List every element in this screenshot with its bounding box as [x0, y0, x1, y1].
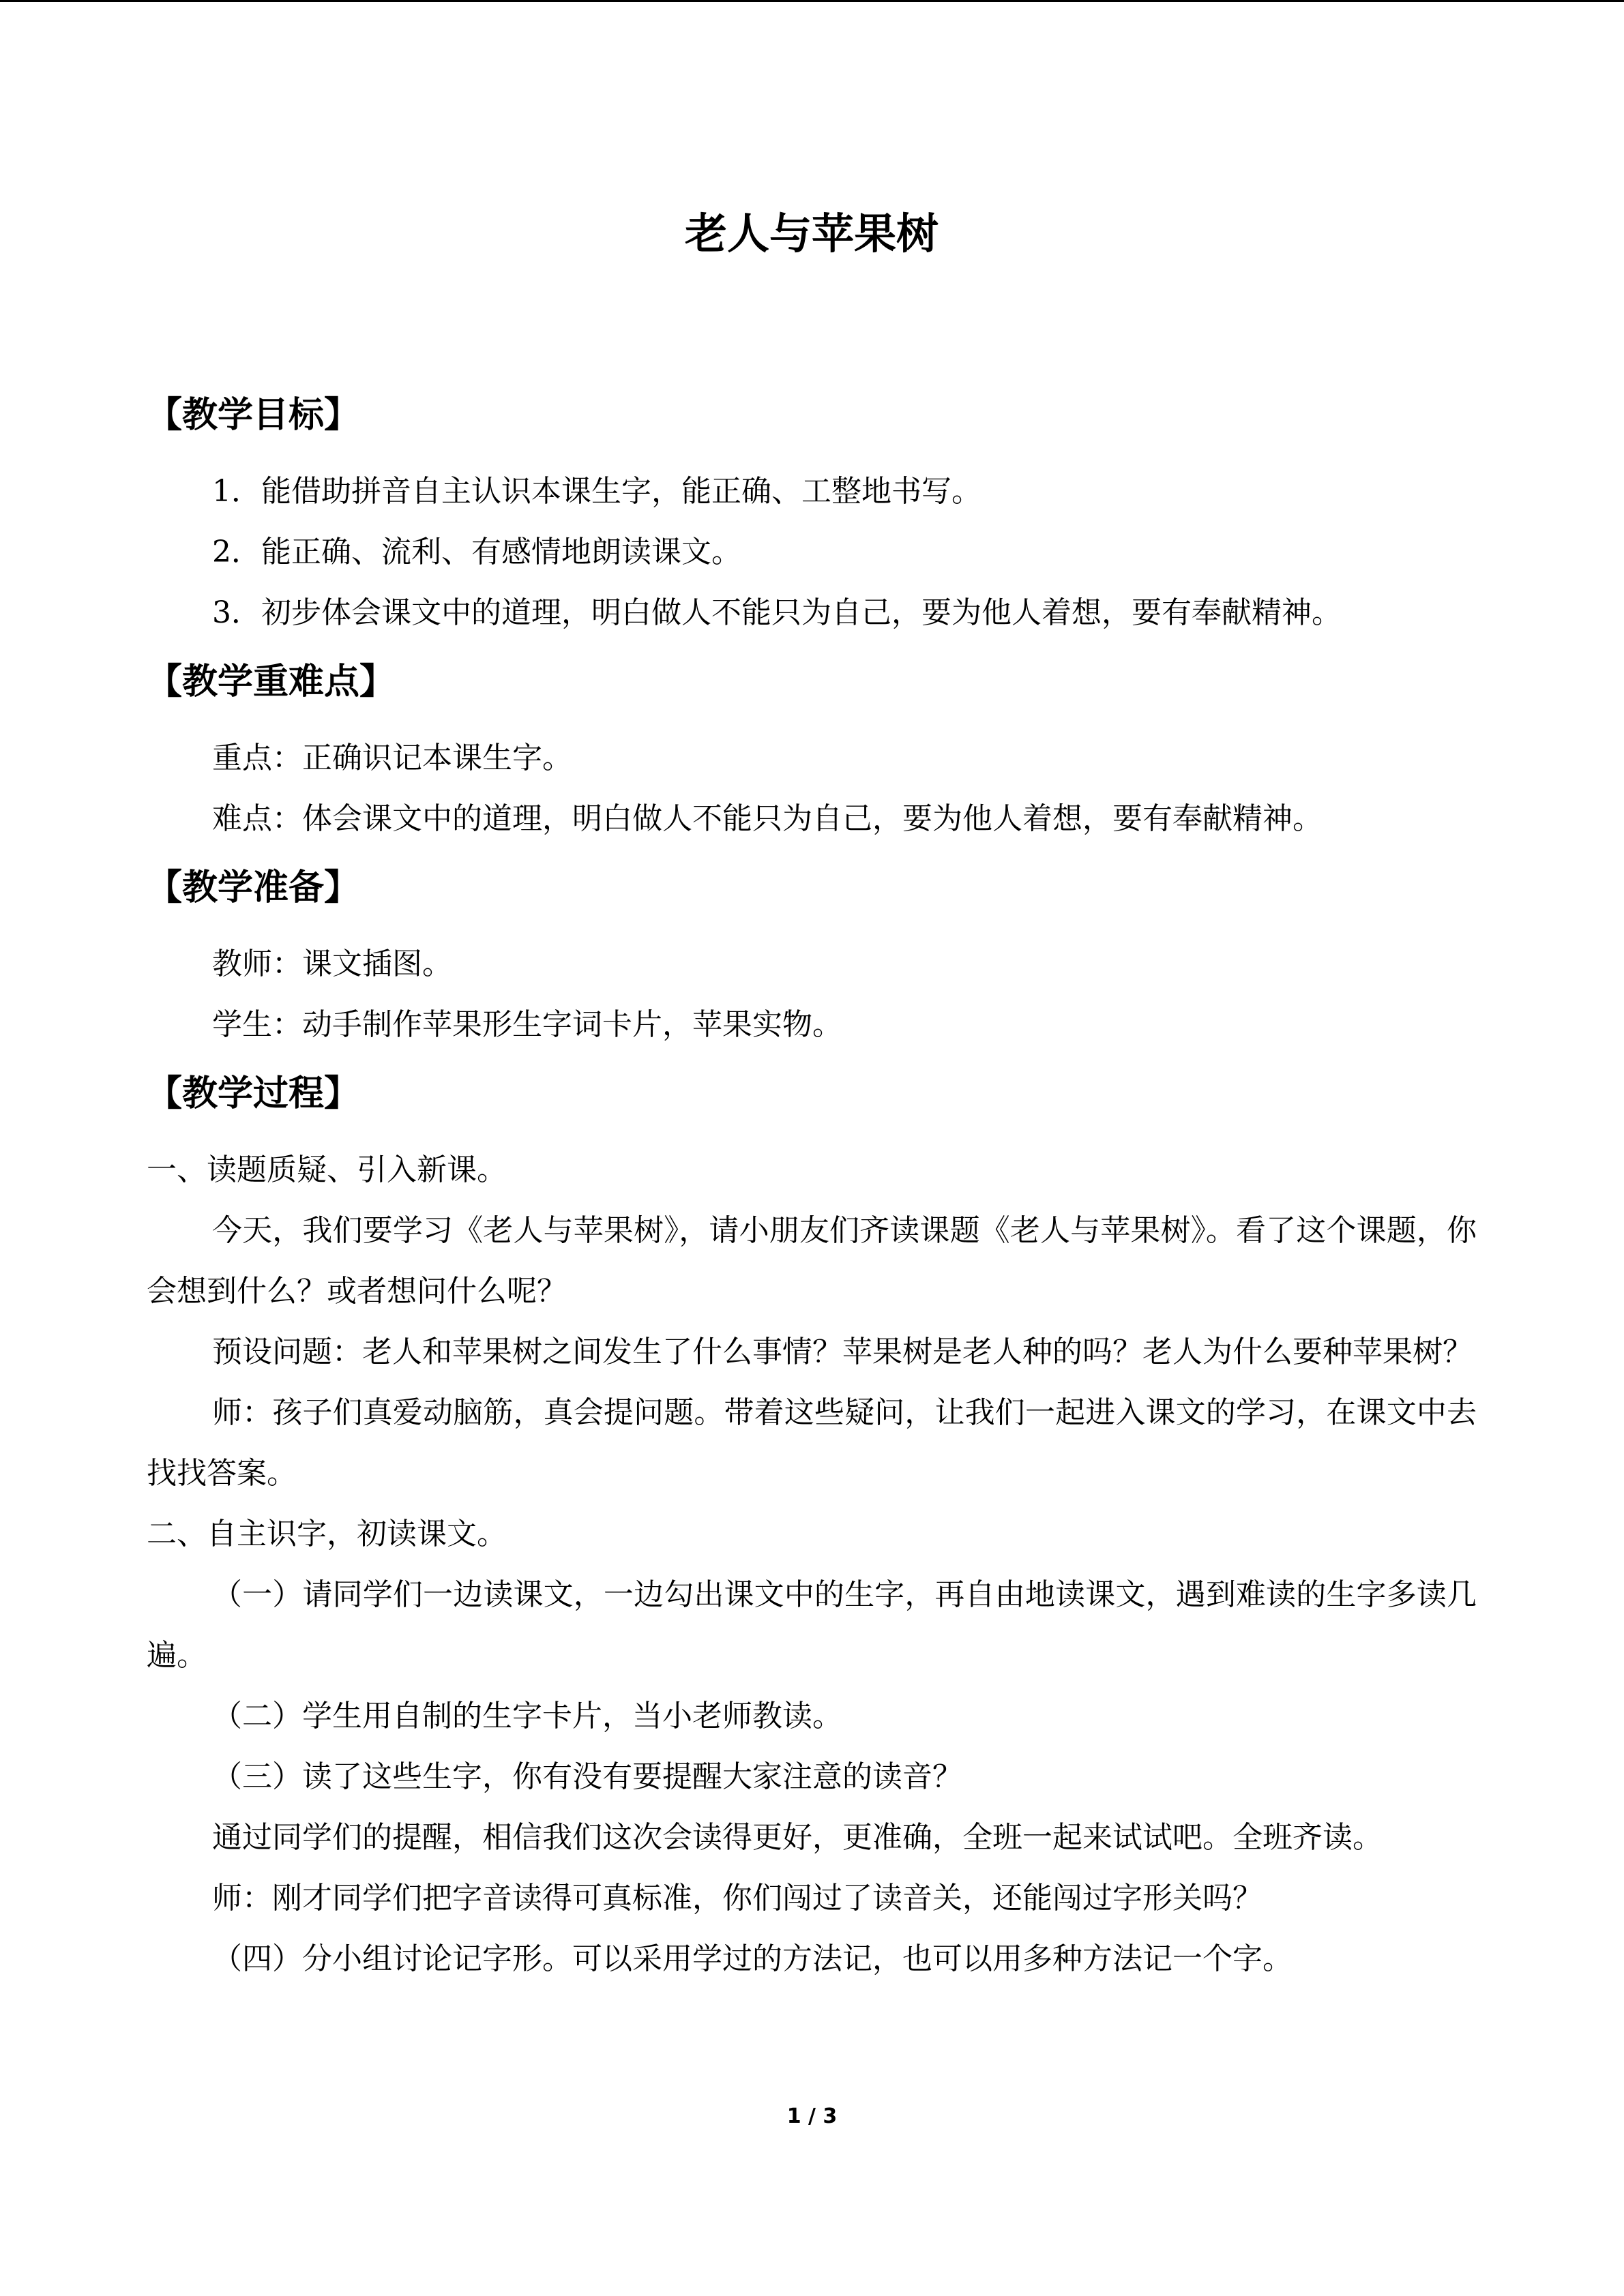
- section-heading-goals: 【教学目标】: [147, 394, 360, 436]
- goal-item: 3．初步体会课文中的道理，明白做人不能只为自己，要为他人着想，要有奉献精神。: [212, 595, 1342, 630]
- process-paragraph: （三）读了这些生字，你有没有要提醒大家注意的读音？: [212, 1759, 962, 1795]
- preparation-list: [147, 934, 1477, 1055]
- process-paragraph: 预设问题：老人和苹果树之间发生了什么事情？苹果树是老人种的吗？老人为什么要种苹果树？: [212, 1335, 1473, 1370]
- page-number: 1 / 3: [786, 2104, 838, 2128]
- goals-list: [147, 461, 1477, 643]
- process-paragraph: 今天，我们要学习《老人与苹果树》，请小朋友们齐读课题《老人与苹果树》。看了这个课题，你会想到什么？或者想问什么呢？: [147, 1213, 1477, 1309]
- section-heading-process: 【教学过程】: [147, 1073, 360, 1115]
- key-point-item: 难点：体会课文中的道理，明白做人不能只为自己，要为他人着想，要有奉献精神。: [212, 801, 1323, 836]
- goal-item: 2．能正确、流利、有感情地朗读课文。: [212, 534, 741, 569]
- preparation-item: 教师：课文插图。: [212, 946, 452, 982]
- key-point-item: 重点：正确识记本课生字。: [212, 740, 572, 775]
- preparation-item: 学生：动手制作苹果形生字词卡片，苹果实物。: [212, 1007, 842, 1043]
- document-title: 老人与苹果树: [684, 209, 939, 258]
- section-heading-preparation: 【教学准备】: [147, 867, 360, 908]
- process-step-heading: 二、自主识字，初读课文。: [147, 1517, 507, 1552]
- process-paragraph: 师：刚才同学们把字音读得可真标准，你们闯过了读音关，还能闯过字形关吗？: [212, 1881, 1263, 1916]
- document-content: [147, 207, 1477, 1989]
- process-body: [147, 1139, 1477, 1989]
- process-paragraph: （一）请同学们一边读课文，一边勾出课文中的生字，再自由地读课文，遇到难读的生字多读几遍。: [147, 1577, 1477, 1673]
- process-paragraph: 师：孩子们真爱动脑筋，真会提问题。带着这些疑问，让我们一起进入课文的学习，在课文中去找找答案。: [147, 1395, 1477, 1491]
- process-paragraph: 通过同学们的提醒，相信我们这次会读得更好，更准确，全班一起来试试吧。全班齐读。: [212, 1820, 1383, 1855]
- process-paragraph: （四）分小组讨论记字形。可以采用学过的方法记，也可以用多种方法记一个字。: [212, 1941, 1293, 1977]
- process-paragraph: （二）学生用自制的生字卡片，当小老师教读。: [212, 1699, 842, 1734]
- process-step-heading: 一、读题质疑、引入新课。: [147, 1152, 507, 1188]
- key-points-list: [147, 728, 1477, 849]
- section-heading-key-points: 【教学重难点】: [147, 661, 396, 702]
- goal-item: 1．能借助拼音自主认识本课生字，能正确、工整地书写。: [212, 473, 981, 509]
